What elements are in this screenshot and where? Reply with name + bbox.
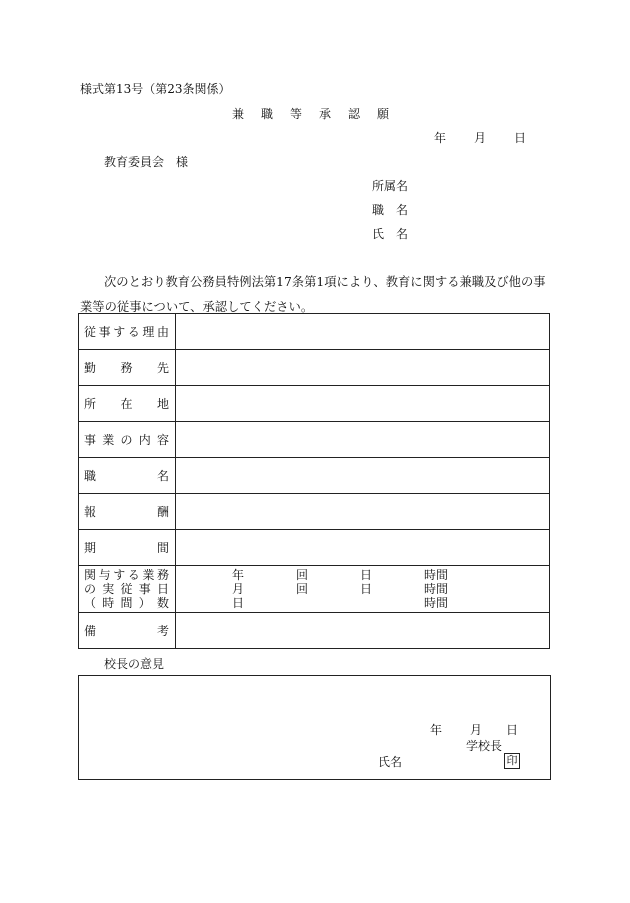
document-title: 兼職等承認願: [232, 107, 407, 121]
row-label: [79, 458, 176, 494]
name-label: 氏 名: [372, 227, 409, 241]
unit-label: 時間: [424, 582, 449, 596]
label-char: 所: [84, 397, 97, 411]
label-char: 事: [84, 433, 97, 447]
label-char: 従: [84, 325, 97, 339]
label-char: 容: [156, 433, 169, 447]
row-label-text: [84, 395, 175, 412]
label-char: 在: [120, 397, 133, 411]
involvement-unit-line: [176, 568, 549, 582]
reason-row: [79, 314, 550, 350]
involvement-label-line: [84, 568, 175, 582]
label-char: 酬: [156, 505, 169, 519]
label-char: の: [120, 433, 133, 447]
row-label: [79, 314, 176, 350]
involvement-label-line: [84, 596, 175, 610]
unit-label: 時間: [424, 568, 449, 582]
label-char: 地: [156, 397, 169, 411]
row-label: [79, 613, 176, 649]
involvement-unit-line: [176, 582, 549, 596]
unit-label: 回: [296, 568, 309, 582]
label-char: 間: [156, 541, 169, 555]
label-char: 理: [142, 325, 155, 339]
label-char: 職: [84, 469, 97, 483]
affiliation-label: 所属名: [372, 179, 409, 193]
form-number: 様式第13号（第23条関係）: [80, 82, 231, 96]
row-label: [79, 386, 176, 422]
involvement-row: [79, 566, 550, 613]
position-label: 職 名: [372, 203, 409, 217]
value-cell[interactable]: [176, 613, 550, 649]
label-char: 間: [120, 596, 133, 610]
location-row: [79, 386, 550, 422]
involvement-label-line: [84, 582, 175, 596]
unit-label: [296, 596, 360, 610]
value-cell[interactable]: [176, 458, 550, 494]
label-char: 由: [156, 325, 169, 339]
label-char: 内: [138, 433, 151, 447]
involvement-value-cell[interactable]: [176, 566, 550, 613]
row-label-text: [84, 539, 175, 556]
row-label: [79, 530, 176, 566]
value-cell[interactable]: [176, 422, 550, 458]
unit-label: 月: [232, 582, 245, 596]
unit-label: 回: [296, 582, 309, 596]
date-year: 年: [434, 131, 447, 145]
label-char: 与: [98, 568, 111, 582]
opinion-date-month: 月: [470, 723, 483, 737]
job-title-row: [79, 458, 550, 494]
remuneration-row: [79, 494, 550, 530]
label-char: 業: [102, 433, 115, 447]
row-label-text: [84, 359, 175, 376]
opinion-date-year: 年: [430, 723, 443, 737]
label-char: ）: [138, 596, 151, 610]
label-char: す: [113, 325, 126, 339]
row-label: [79, 494, 176, 530]
label-char: 事: [138, 582, 151, 596]
unit-label: 日: [360, 582, 373, 596]
unit-label: 日: [232, 596, 245, 610]
opinion-date-day: 日: [506, 723, 519, 737]
label-char: 報: [84, 505, 97, 519]
principal-name-label: 氏名: [378, 755, 403, 769]
row-label-text: [84, 622, 175, 639]
label-char: 期: [84, 541, 97, 555]
business-row: [79, 422, 550, 458]
workplace-row: [79, 350, 550, 386]
value-cell[interactable]: [176, 494, 550, 530]
date-day: 日: [514, 131, 527, 145]
remarks-row: [79, 613, 550, 649]
period-row: [79, 530, 550, 566]
row-label: [79, 566, 176, 613]
label-char: 名: [156, 469, 169, 483]
application-date: [434, 131, 526, 145]
involvement-unit-line: [176, 596, 549, 610]
row-label-text: [84, 323, 175, 340]
seal-mark: 印: [504, 753, 520, 769]
label-char: 事: [98, 325, 111, 339]
label-char: 考: [156, 624, 169, 638]
label-char: す: [113, 568, 126, 582]
unit-label: 年: [232, 568, 245, 582]
label-char: 従: [120, 582, 133, 596]
row-label-text: [84, 503, 175, 520]
label-char: の: [84, 582, 97, 596]
label-char: 先: [156, 361, 169, 375]
opinion-date: [430, 723, 518, 737]
label-char: 数: [156, 596, 169, 610]
row-label-text: [84, 467, 175, 484]
date-month: 月: [474, 131, 487, 145]
label-char: 業: [142, 568, 155, 582]
label-char: る: [127, 325, 140, 339]
row-label: [79, 350, 176, 386]
label-char: 勤: [84, 361, 97, 375]
label-char: 日: [156, 582, 169, 596]
label-char: 時: [102, 596, 115, 610]
request-text: 次のとおり教育公務員特例法第17条第1項により、教育に関する兼職及び他の事業等の従事について、承認してください。: [80, 275, 546, 314]
principal-title: 学校長: [466, 739, 503, 753]
label-char: （: [84, 596, 97, 610]
label-char: 備: [84, 624, 97, 638]
label-char: 実: [102, 582, 115, 596]
label-char: 関: [84, 568, 97, 582]
value-cell[interactable]: [176, 314, 550, 350]
label-char: 務: [156, 568, 169, 582]
principal-opinion-label: 校長の意見: [104, 657, 165, 671]
application-table: [78, 313, 550, 649]
unit-label: [360, 596, 424, 610]
addressee: 教育委員会 様: [104, 155, 189, 169]
value-cell[interactable]: [176, 530, 550, 566]
value-cell[interactable]: [176, 386, 550, 422]
label-char: る: [127, 568, 140, 582]
value-cell[interactable]: [176, 350, 550, 386]
row-label-text: [84, 431, 175, 448]
unit-label: 時間: [424, 596, 449, 610]
label-char: 務: [120, 361, 133, 375]
row-label: [79, 422, 176, 458]
unit-label: 日: [360, 568, 373, 582]
